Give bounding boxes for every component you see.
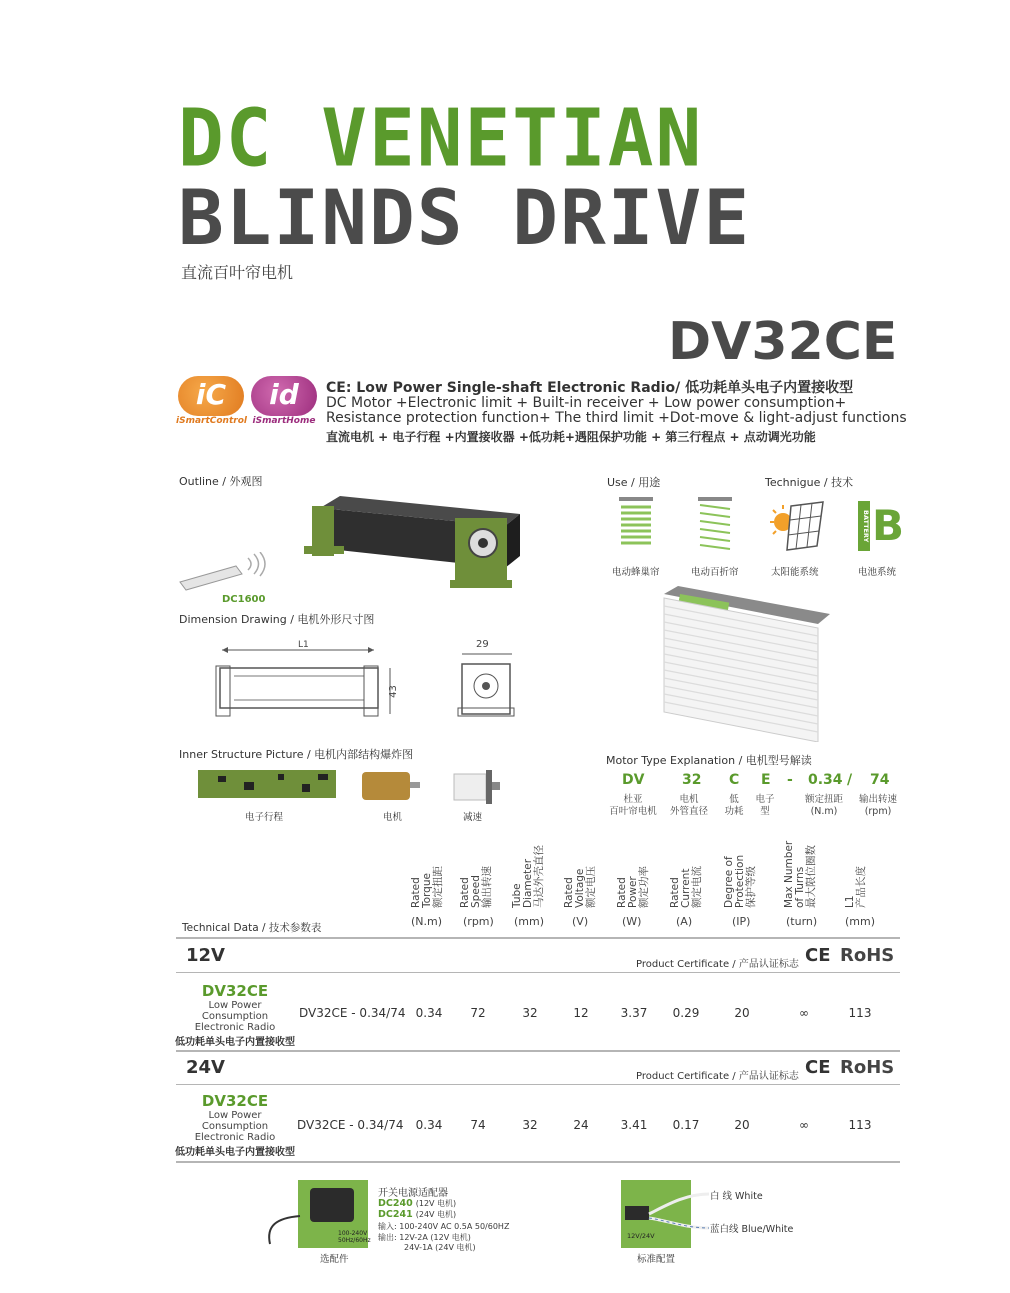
dimension-drawing-front	[214, 638, 414, 728]
wiring-caption: 标准配置	[637, 1254, 676, 1265]
dimension-label: Dimension Drawing / 电机外形尺寸图	[179, 613, 375, 626]
mtype-code-dv: DV	[622, 772, 645, 788]
ismartcontrol-label: iSmartControl	[176, 416, 247, 426]
adapter-cable-icon	[262, 1210, 302, 1250]
row-code: DV32CE - 0.34/74	[299, 1006, 406, 1020]
cert-label-24v: Product Certificate / 产品认证标志	[636, 1071, 799, 1082]
adapter-caption: 选配件	[320, 1254, 349, 1265]
unit-voltage: (V)	[572, 915, 589, 928]
row-model-block: DV32CE Low Power Consumption Electronic Radio 低功耗单头电子内置接收型	[172, 1092, 298, 1158]
inner-item-motor: 电机	[383, 812, 403, 823]
motor-type-label: Motor Type Explanation / 电机型号解读	[606, 754, 812, 767]
mtype-desc-torque: 额定扭距 (N.m)	[804, 794, 843, 817]
feature-line-1: CE: Low Power Single-shaft Electronic Radio/ 低功耗单头电子内置接收型	[326, 380, 854, 396]
col-header-l1: L1 产品长度	[844, 866, 867, 908]
mtype-desc-speed: 输出转速 (rpm)	[858, 794, 897, 817]
mtype-code-torque: 0.34	[808, 772, 843, 788]
unit-power: (W)	[622, 915, 642, 928]
table-cell: 113	[848, 1118, 872, 1132]
col-header-turns: Max Number of Turns 最大限位圈数	[783, 840, 817, 908]
wire-lines	[645, 1186, 713, 1240]
mtype-code-e: E	[761, 772, 771, 788]
ismarthome-label: iSmartHome	[252, 416, 316, 426]
gearbox-image	[452, 768, 502, 808]
mtype-desc-dv: 杜亚 百叶帘电机	[609, 794, 657, 817]
table-cell: 20	[734, 1118, 750, 1132]
unit-torque: (N.m)	[411, 915, 443, 928]
mtype-code-32: 32	[682, 772, 702, 788]
table-divider	[176, 1084, 900, 1085]
feature-line-3: Resistance protection function+ The third limit +Dot-move & light-adjust functions	[326, 410, 907, 426]
unit-current: (A)	[676, 915, 693, 928]
title-line-2: BLINDS DRIVE	[178, 173, 752, 262]
id-badge-icon: id	[251, 376, 317, 416]
remote-image	[176, 552, 271, 597]
adapter-plug-text: 100-240V 50Hz/60Hz	[338, 1230, 371, 1244]
battery-icon: BATTERY B	[858, 501, 898, 551]
subtitle-cn: 直流百叶帘电机	[181, 263, 294, 282]
table-cell: 24	[573, 1118, 589, 1132]
wire-bluewhite-label: 蓝白线 Blue/White	[710, 1224, 794, 1235]
table-cell: 74	[470, 1118, 486, 1132]
use-item-2: 电动百折帘	[691, 567, 739, 578]
technique-label: Technigue / 技术	[765, 476, 854, 489]
mtype-dash: -	[787, 772, 793, 788]
feature-line-2: DC Motor +Electronic limit + Built-in receiver + Low power consumption+	[326, 395, 847, 411]
mtype-desc-e: 电子 型	[755, 794, 775, 817]
dim-l1: L1	[298, 640, 309, 650]
unit-turns: (turn)	[786, 915, 818, 928]
table-divider	[176, 972, 900, 973]
use-item-1: 电动蜂巢帘	[612, 567, 660, 578]
adapter-image	[298, 1180, 371, 1248]
model-heading: DV32CE	[668, 312, 898, 372]
dimension-drawing-side	[456, 650, 516, 725]
voltage-12v: 12V	[186, 945, 225, 966]
dim-height: 43	[387, 685, 399, 698]
rohs-mark-icon: RoHS	[840, 1057, 895, 1078]
wiring-board-text: 12V/24V	[627, 1232, 655, 1240]
table-cell: 12	[573, 1006, 589, 1020]
adapter-output-2: 24V-1A (24V 电机)	[404, 1243, 476, 1252]
mtype-slash: /	[847, 772, 853, 788]
row-model: DV32CE	[201, 982, 269, 1000]
mtype-desc-32: 电机 外管直径	[669, 794, 708, 817]
inner-item-pcb: 电子行程	[245, 812, 284, 823]
motor-outline-image	[290, 488, 550, 593]
pcb-image	[198, 768, 338, 800]
adapter-model-1: DC240 (12V 电机)	[378, 1198, 457, 1209]
solar-icon	[767, 500, 829, 555]
mtype-code-c: C	[729, 772, 740, 788]
rohs-mark-icon: RoHS	[840, 945, 895, 966]
table-cell: 0.34	[415, 1006, 443, 1020]
remote-label: DC1600	[222, 594, 266, 605]
col-header-power: Rated Power 额定功率	[616, 866, 650, 908]
table-cell: 3.37	[620, 1006, 648, 1020]
pleated-blind-icon	[696, 495, 736, 555]
use-label: Use / 用途	[607, 476, 661, 489]
ismartcontrol-logo	[176, 376, 246, 430]
ce-mark-icon: CE	[805, 945, 831, 966]
table-cell: ∞	[799, 1118, 809, 1132]
table-divider	[176, 1050, 900, 1052]
blind-illustration	[658, 584, 834, 742]
adapter-model-2: DC241 (24V 电机)	[378, 1209, 457, 1220]
col-header-torque: Rated Torque 额定扭距	[410, 866, 444, 908]
mtype-desc-c: 低 功耗	[724, 794, 744, 817]
table-cell: 3.41	[620, 1118, 648, 1132]
technique-item-2: 电池系统	[858, 567, 897, 578]
row-code: DV32CE - 0.34/74	[297, 1118, 404, 1132]
feature-line-4: 直流电机 + 电子行程 +内置接收器 +低功耗+遇阻保护功能 + 第三行程点 + 点动调光功能	[326, 430, 816, 444]
table-cell: 0.34	[415, 1118, 443, 1132]
voltage-24v: 24V	[186, 1057, 225, 1078]
unit-l1: (mm)	[845, 915, 876, 928]
technical-data-label: Technical Data / 技术参数表	[182, 922, 322, 934]
row-model-block: DV32CE Low Power Consumption Electronic Radio 低功耗单头电子内置接收型	[172, 982, 298, 1048]
cert-label-12v: Product Certificate / 产品认证标志	[636, 959, 799, 970]
adapter-input: 输入: 100-240V AC 0.5A 50/60HZ	[378, 1222, 510, 1231]
table-cell: 0.17	[672, 1118, 700, 1132]
inner-structure-label: Inner Structure Picture / 电机内部结构爆炸图	[179, 748, 414, 761]
table-cell: 32	[522, 1118, 538, 1132]
technique-item-1: 太阳能系统	[771, 567, 819, 578]
wire-white-label: 白 线 White	[710, 1191, 763, 1202]
outline-label: Outline / 外观图	[179, 475, 263, 488]
unit-diameter: (mm)	[514, 915, 545, 928]
motor-image	[360, 768, 422, 806]
col-header-current: Rated Current 额定电流	[669, 866, 703, 908]
unit-speed: (rpm)	[463, 915, 494, 928]
table-cell: 72	[470, 1006, 486, 1020]
adapter-title: 开关电源适配器	[378, 1188, 448, 1199]
mtype-code-speed: 74	[870, 772, 890, 788]
col-header-diameter: Tube Diameter 马达外壳直径	[511, 845, 545, 908]
unit-protection: (IP)	[732, 915, 751, 928]
table-cell: 20	[734, 1006, 750, 1020]
col-header-protection: Degree of Protection 保护等级	[723, 854, 757, 908]
dim-width: 29	[476, 639, 489, 650]
table-divider	[176, 1161, 900, 1163]
battery-text: BATTERY	[858, 501, 870, 551]
table-divider	[176, 937, 900, 939]
table-cell: 32	[522, 1006, 538, 1020]
ic-badge-icon: iC	[178, 376, 244, 416]
ce-mark-icon: CE	[805, 1057, 831, 1078]
table-cell: ∞	[799, 1006, 809, 1020]
row-model: DV32CE	[201, 1092, 269, 1110]
adapter-output-1: 输出: 12V-2A (12V 电机)	[378, 1233, 471, 1242]
table-cell: 113	[848, 1006, 872, 1020]
ismarthome-logo	[249, 376, 319, 430]
col-header-voltage: Rated Voltage 额定电压	[563, 866, 597, 908]
table-cell: 0.29	[672, 1006, 700, 1020]
inner-item-gearbox: 减速	[463, 812, 483, 823]
cellular-blind-icon	[617, 495, 657, 555]
title-line-1: DC VENETIAN	[178, 90, 704, 185]
col-header-speed: Rated Speed 输出转速	[459, 866, 493, 908]
